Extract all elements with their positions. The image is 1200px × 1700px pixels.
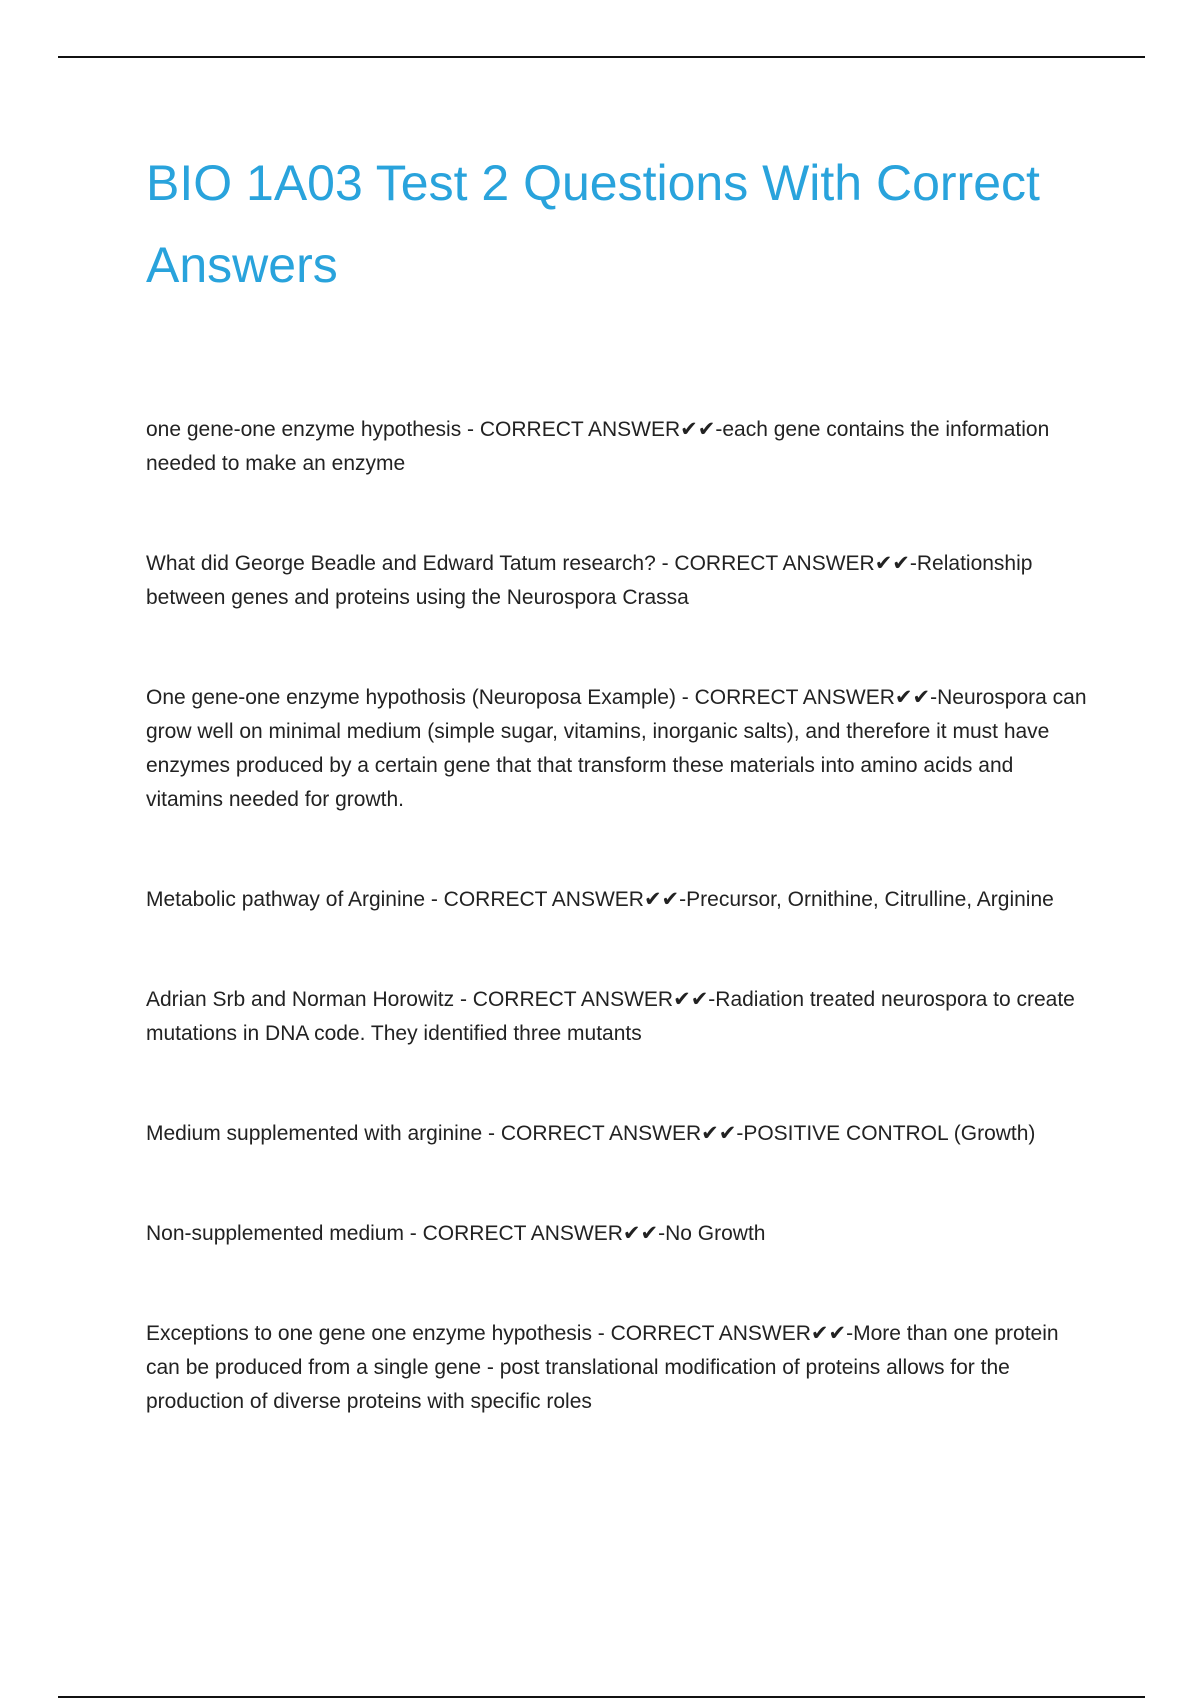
qa-item: What did George Beadle and Edward Tatum research? - CORRECT ANSWER✔✔-Relationship between genes and proteins using the Neurospora Crassa [146,552,1033,609]
qa-item: one gene-one enzyme hypothesis - CORRECT ANSWER✔✔-each gene contains the information needed to make an enzyme [146,418,1050,475]
qa-item: Exceptions to one gene one enzyme hypothesis - CORRECT ANSWER✔✔-More than one protein can be produced from a single gene - post translational modification of proteins allows for the production of diverse proteins with specific roles [146,1322,1059,1413]
bottom-rule [58,1696,1145,1698]
qa-item: One gene-one enzyme hypothosis (Neuroposa Example) - CORRECT ANSWER✔✔-Neurospora can grow well on minimal medium (simple sugar, vitamins, inorganic salts), and therefore it must have enzymes produced by a certain gene that that transform these materials into amino acids and vitamins needed for growth. [146,686,1087,811]
qa-item: Non-supplemented medium - CORRECT ANSWER✔✔-No Growth [146,1222,766,1245]
qa-item: Adrian Srb and Norman Horowitz - CORRECT ANSWER✔✔-Radiation treated neurospora to create mutations in DNA code. They identified three mutants [146,988,1075,1045]
qa-list [146,413,1091,1485]
qa-item: Metabolic pathway of Arginine - CORRECT ANSWER✔✔-Precursor, Ornithine, Citrulline, Arginine [146,888,1054,911]
top-rule [58,56,1145,58]
qa-item: Medium supplemented with arginine - CORRECT ANSWER✔✔-POSITIVE CONTROL (Growth) [146,1122,1036,1145]
page-title: BIO 1A03 Test 2 Questions With Correct Answers [146,155,1040,293]
